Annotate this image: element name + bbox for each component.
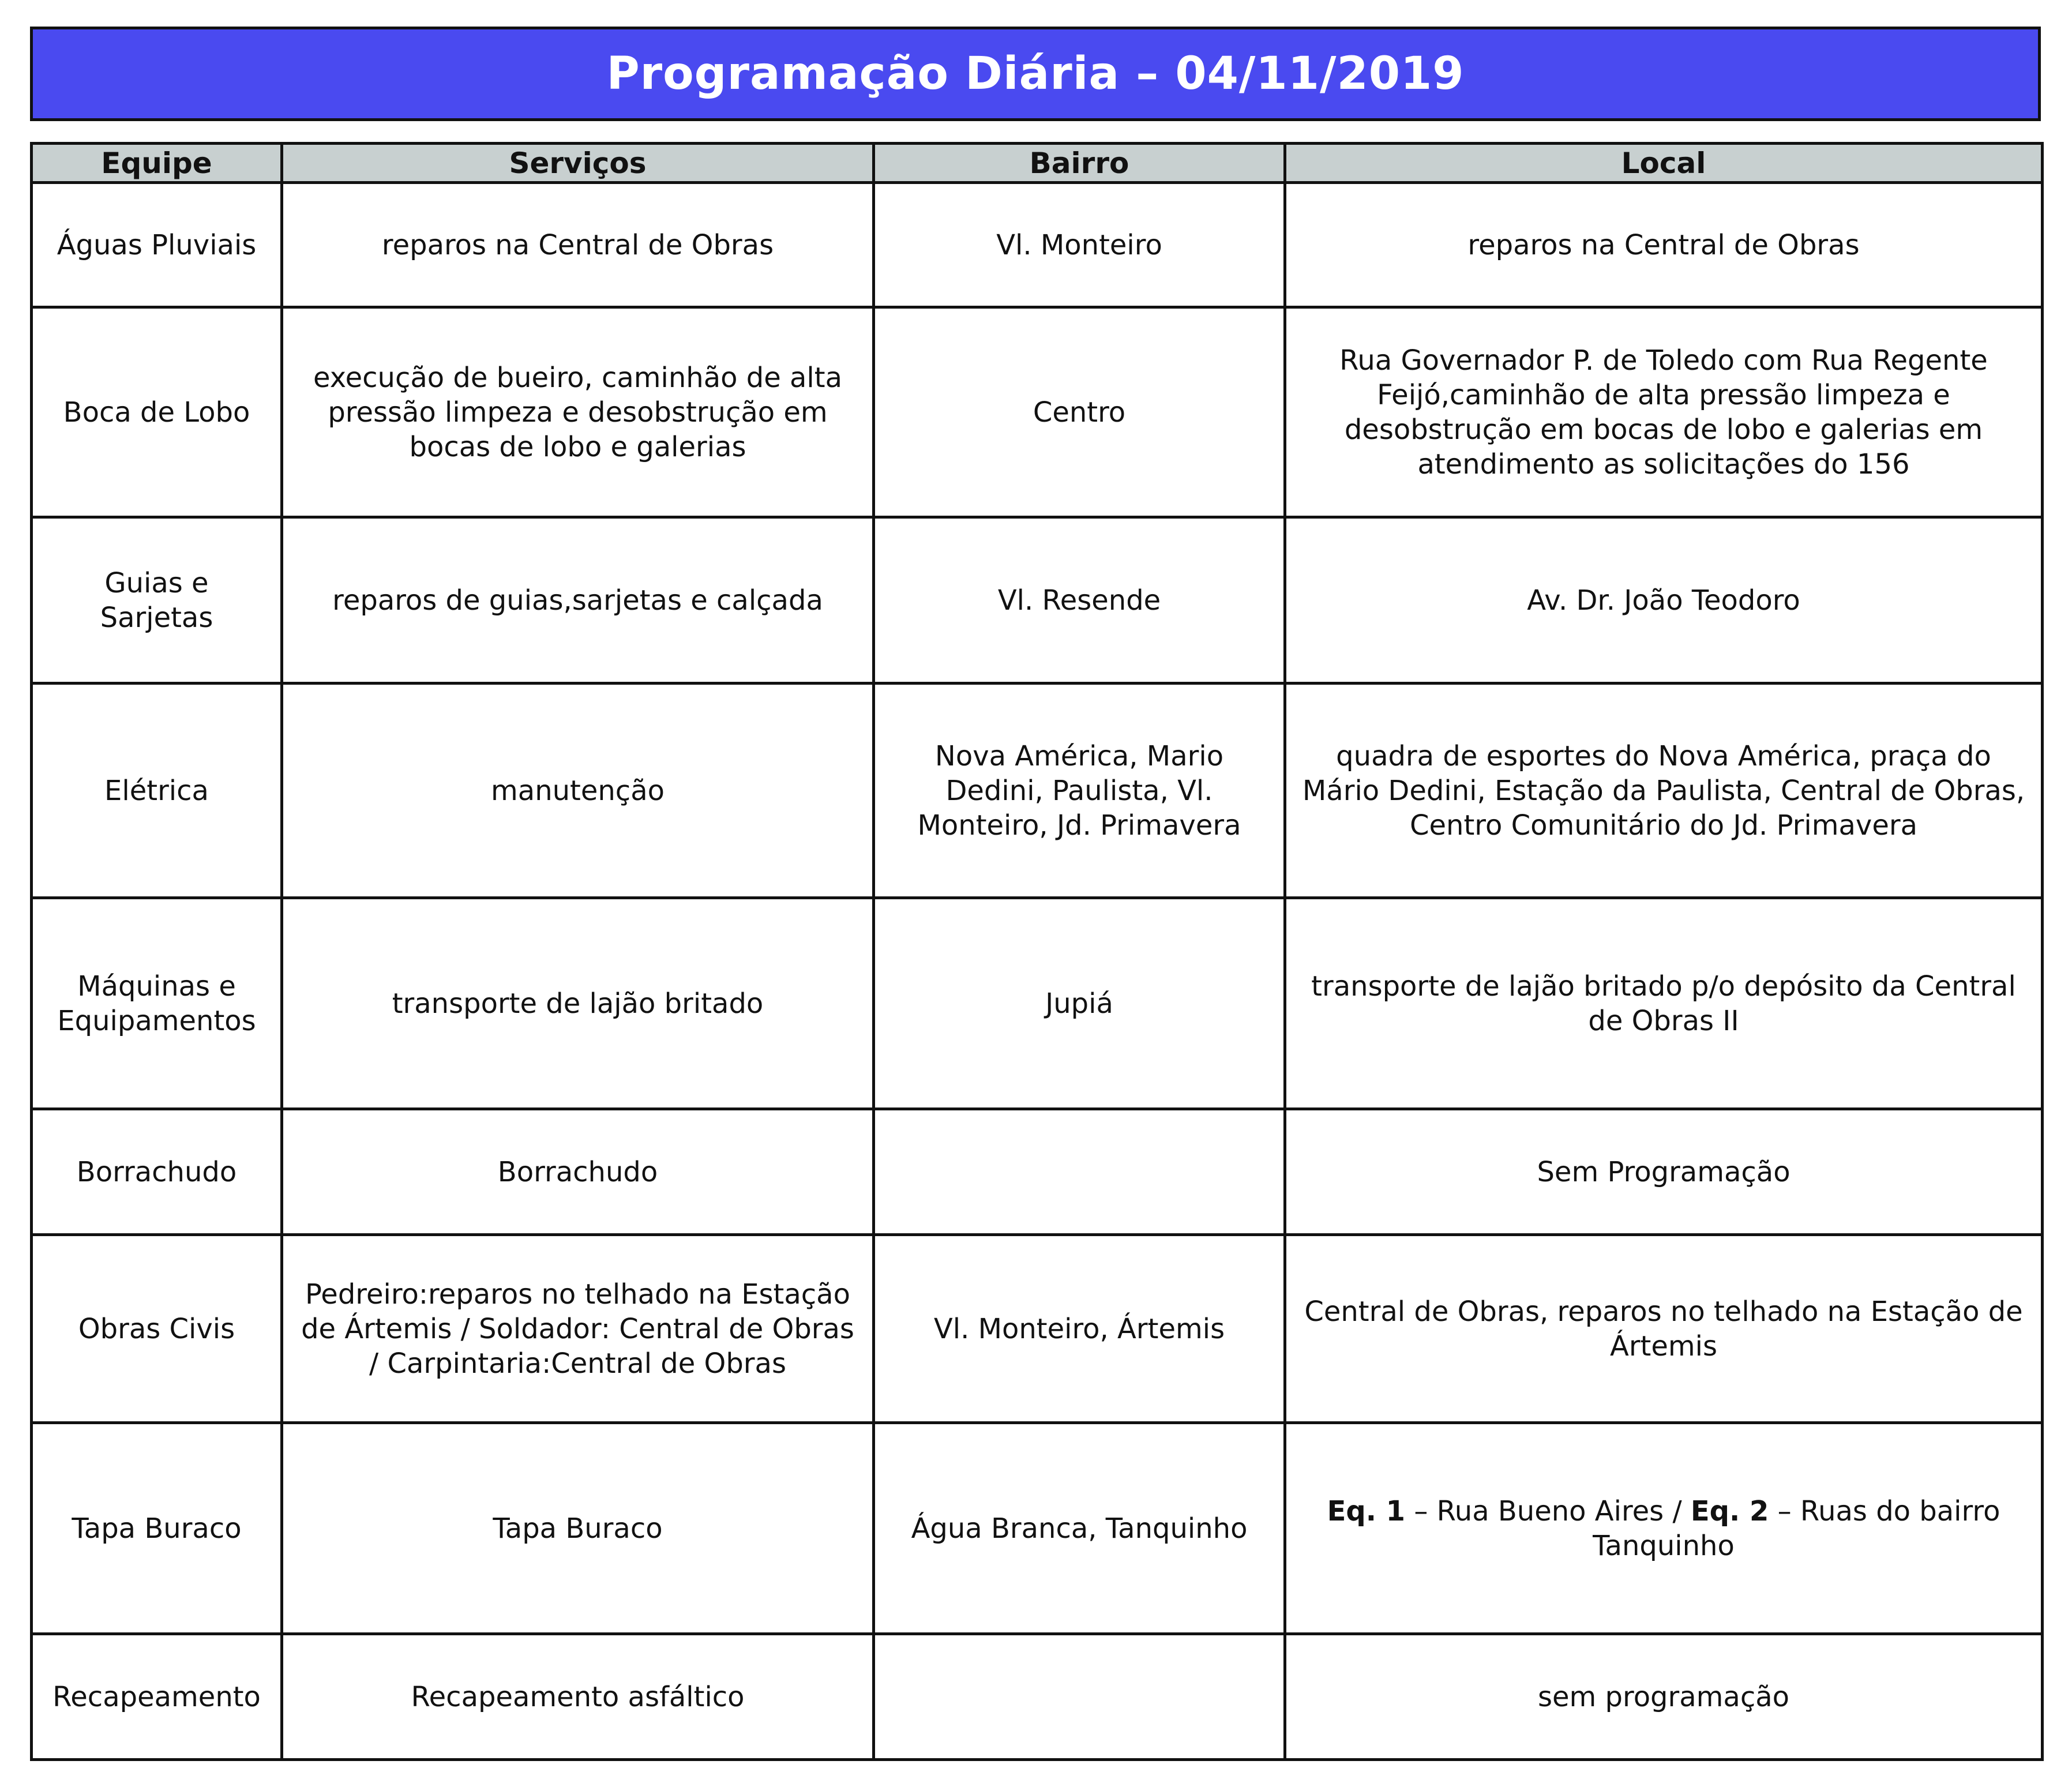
cell-bairro: Nova América, Mario Dedini, Paulista, Vl. Monteiro, Jd. Primavera xyxy=(874,684,1285,898)
table-row xyxy=(32,183,2043,307)
title-bar xyxy=(30,27,2041,121)
column-header-servicos: Serviços xyxy=(282,144,874,183)
cell-local: quadra de esportes do Nova América, praça do Mário Dedini, Estação da Paulista, Central de Obras, Centro Comunitário do Jd. Primavera xyxy=(1285,684,2043,898)
table-row xyxy=(32,307,2043,517)
table-row xyxy=(32,1634,2043,1760)
page-title: Programação Diária – 04/11/2019 xyxy=(606,48,1465,100)
cell-servicos: Recapeamento asfáltico xyxy=(282,1634,874,1760)
cell-local xyxy=(1285,1423,2043,1634)
eq1-text: – Rua Bueno Aires / xyxy=(1405,1495,1691,1527)
column-header-local: Local xyxy=(1285,144,2043,183)
cell-local: reparos na Central de Obras xyxy=(1285,183,2043,307)
cell-equipe: Obras Civis xyxy=(32,1235,282,1423)
cell-bairro xyxy=(874,1109,1285,1235)
cell-bairro: Vl. Monteiro xyxy=(874,183,1285,307)
cell-servicos: manutenção xyxy=(282,684,874,898)
cell-servicos: transporte de lajão britado xyxy=(282,898,874,1109)
cell-local: Rua Governador P. de Toledo com Rua Regente Feijó,caminhão de alta pressão limpeza e desobstrução em bocas de lobo e galerias em atendimento as solicitações do 156 xyxy=(1285,307,2043,517)
cell-servicos: Tapa Buraco xyxy=(282,1423,874,1634)
column-header-bairro: Bairro xyxy=(874,144,1285,183)
cell-local: Sem Programação xyxy=(1285,1109,2043,1235)
cell-servicos: Pedreiro:reparos no telhado na Estação de Ártemis / Soldador: Central de Obras / Carpintaria:Central de Obras xyxy=(282,1235,874,1423)
eq2-label: Eq. 2 xyxy=(1690,1495,1769,1527)
cell-bairro: Vl. Monteiro, Ártemis xyxy=(874,1235,1285,1423)
cell-bairro: Água Branca, Tanquinho xyxy=(874,1423,1285,1634)
cell-equipe: Tapa Buraco xyxy=(32,1423,282,1634)
cell-local: transporte de lajão britado p/o depósito da Central de Obras II xyxy=(1285,898,2043,1109)
cell-servicos: execução de bueiro, caminhão de alta pressão limpeza e desobstrução em bocas de lobo e galerias xyxy=(282,307,874,517)
cell-servicos: reparos na Central de Obras xyxy=(282,183,874,307)
cell-equipe: Guias e Sarjetas xyxy=(32,517,282,684)
cell-local: Av. Dr. João Teodoro xyxy=(1285,517,2043,684)
cell-equipe: Boca de Lobo xyxy=(32,307,282,517)
cell-bairro: Centro xyxy=(874,307,1285,517)
cell-bairro: Jupiá xyxy=(874,898,1285,1109)
cell-equipe: Recapeamento xyxy=(32,1634,282,1760)
cell-servicos: reparos de guias,sarjetas e calçada xyxy=(282,517,874,684)
cell-bairro: Vl. Resende xyxy=(874,517,1285,684)
cell-equipe: Águas Pluviais xyxy=(32,183,282,307)
cell-local: Central de Obras, reparos no telhado na Estação de Ártemis xyxy=(1285,1235,2043,1423)
column-header-equipe: Equipe xyxy=(32,144,282,183)
cell-local: sem programação xyxy=(1285,1634,2043,1760)
table-row xyxy=(32,1423,2043,1634)
cell-equipe: Elétrica xyxy=(32,684,282,898)
eq2-text: – Ruas do bairro Tanquinho xyxy=(1593,1495,2000,1562)
table-row xyxy=(32,517,2043,684)
table-header-row xyxy=(32,144,2043,183)
table-row xyxy=(32,1235,2043,1423)
schedule-table xyxy=(30,142,2044,1761)
cell-servicos: Borrachudo xyxy=(282,1109,874,1235)
table-row xyxy=(32,898,2043,1109)
cell-bairro xyxy=(874,1634,1285,1760)
cell-equipe: Máquinas e Equipamentos xyxy=(32,898,282,1109)
eq1-label: Eq. 1 xyxy=(1327,1495,1406,1527)
table-row xyxy=(32,684,2043,898)
cell-equipe: Borrachudo xyxy=(32,1109,282,1235)
table-row xyxy=(32,1109,2043,1235)
